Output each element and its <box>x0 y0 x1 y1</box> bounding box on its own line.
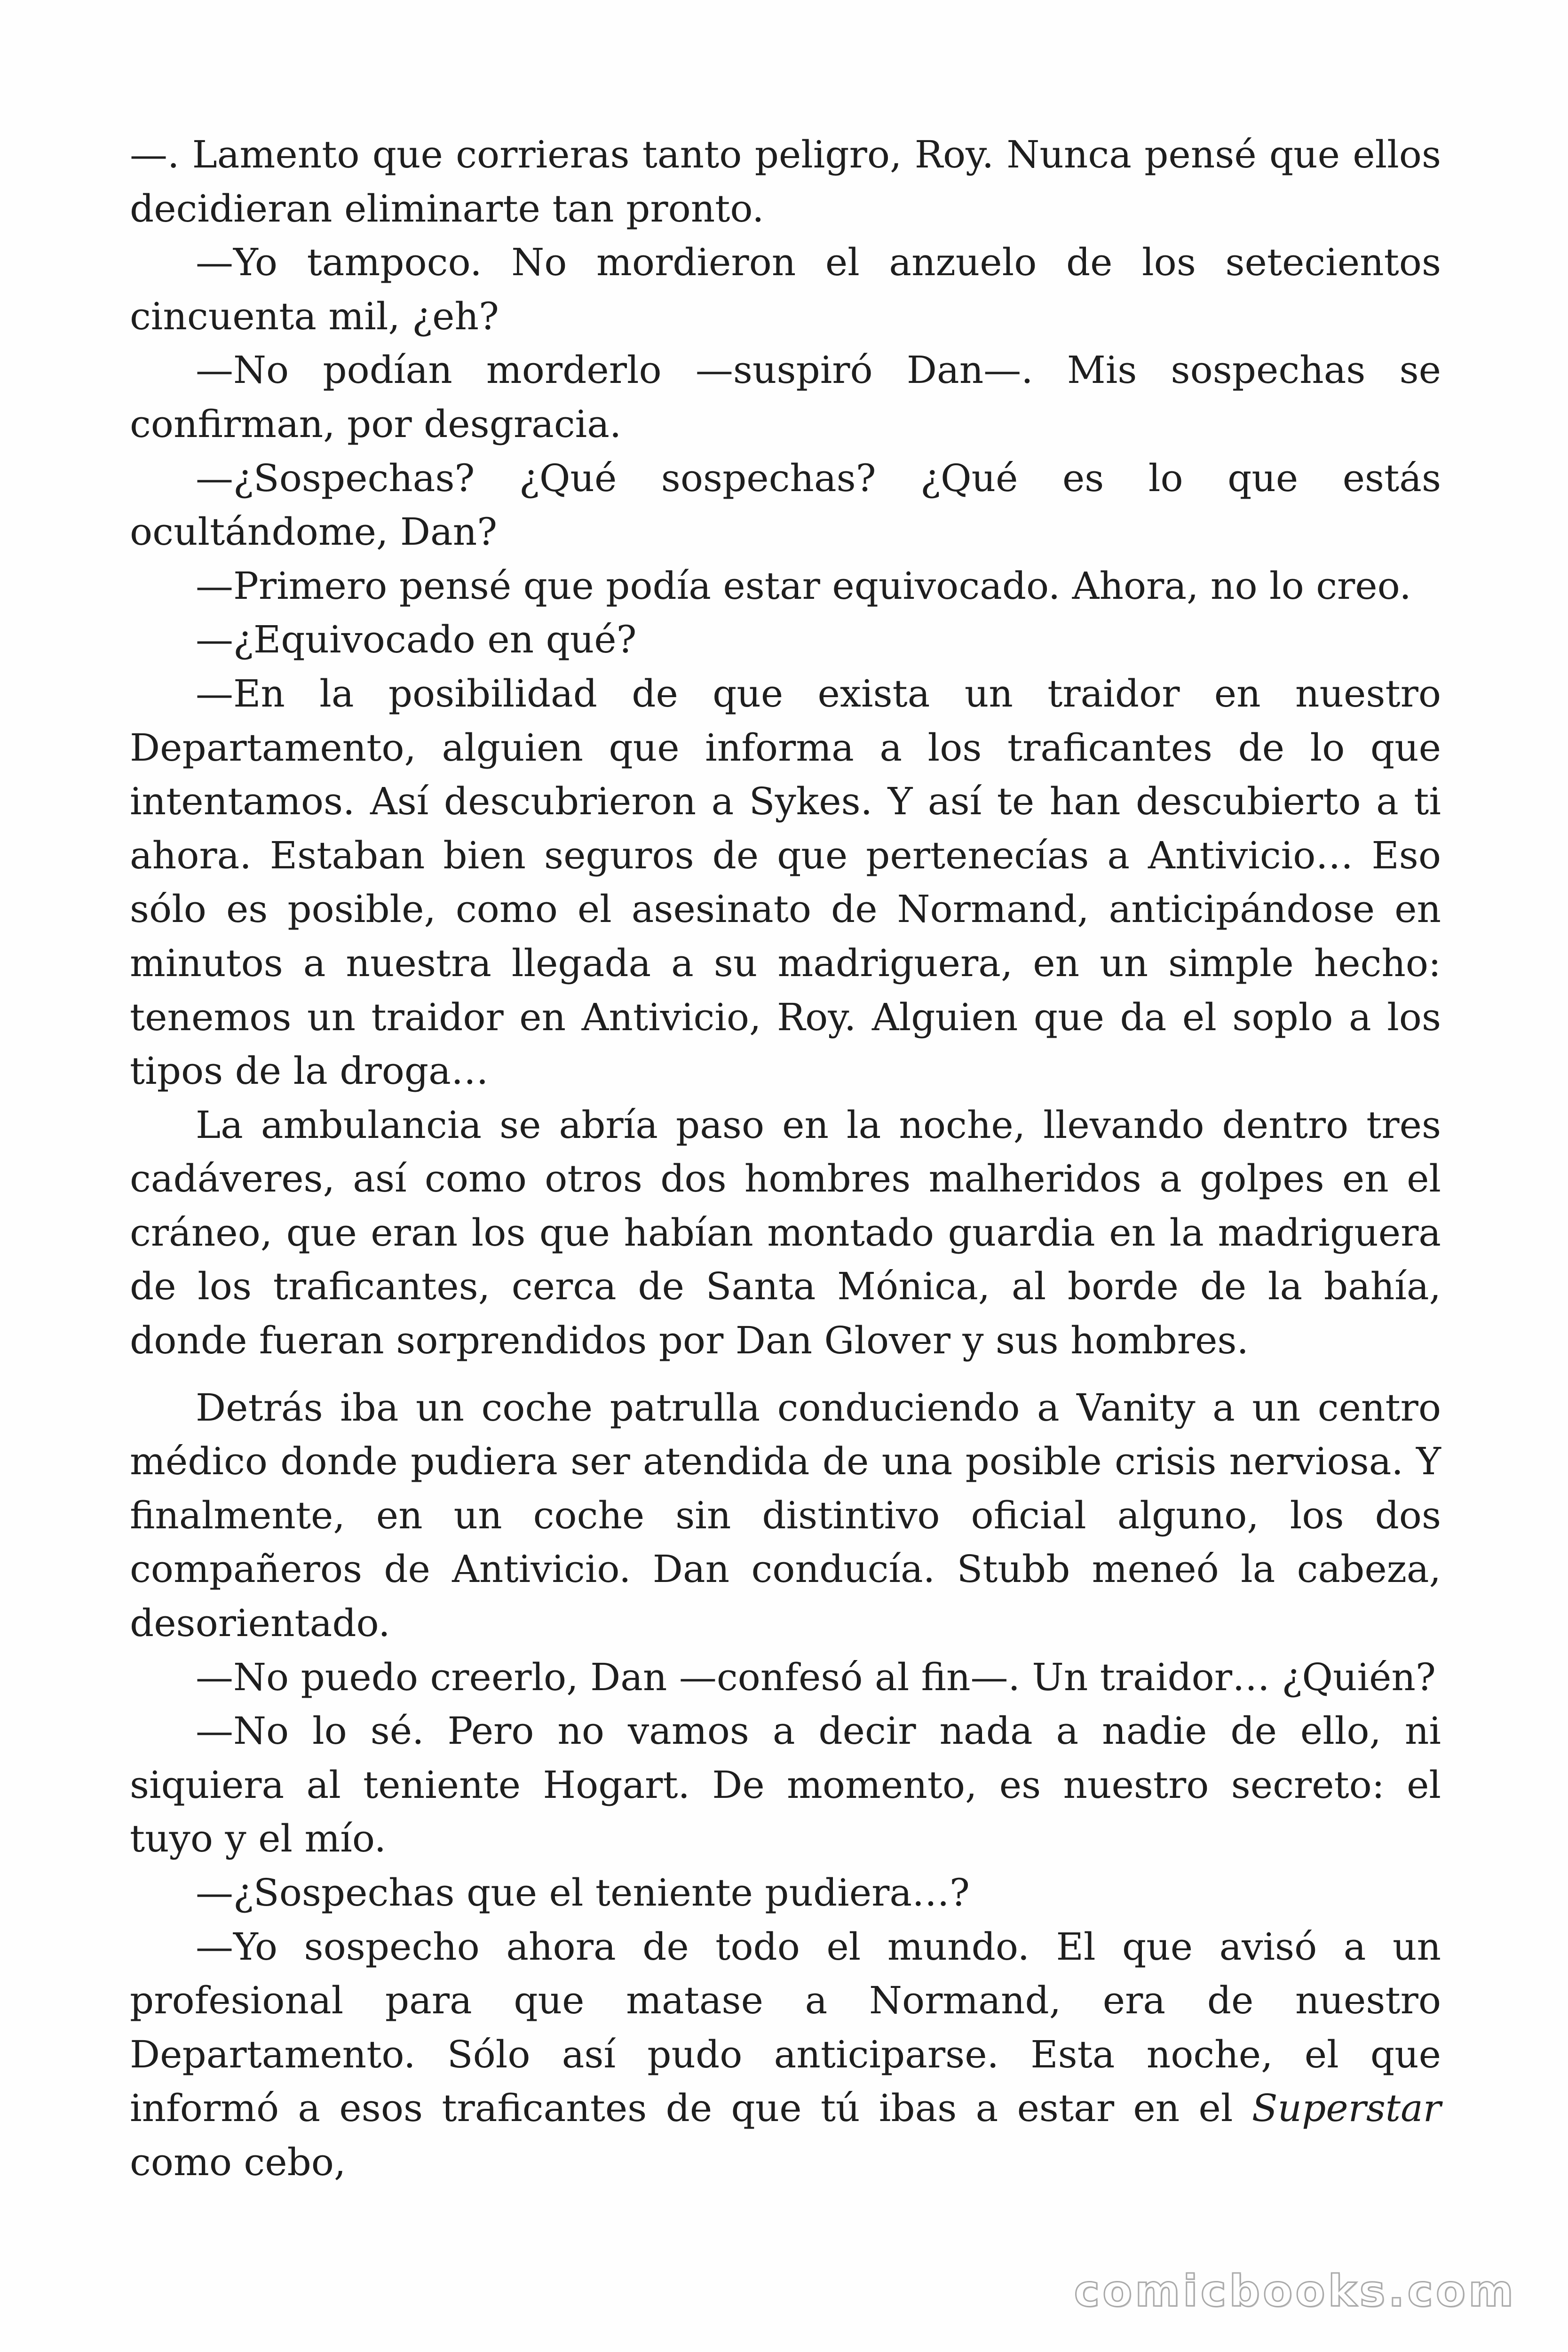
paragraph: —No podían morderlo —suspiró Dan—. Mis sospechas se confirman, por desgracia. <box>130 348 1441 446</box>
paragraph: —Primero pensé que podía estar equivocado. Ahora, no lo creo. <box>196 564 1411 608</box>
paragraph: —¿Sospechas que el teniente pudiera…? <box>196 1871 970 1915</box>
paragraph: —¿Equivocado en qué? <box>196 618 637 662</box>
page-body <box>130 128 1441 2190</box>
paragraph: Detrás iba un coche patrulla conduciendo a Vanity a un centro médico donde pudiera ser atendida de una posible crisis nerviosa. Y finalmente, en un coche sin distintivo oficial alguno, los dos compañeros de Antivicio. Dan conducía. Stubb meneó la cabeza, desorientado. <box>130 1385 1441 1645</box>
paragraph-last <box>130 1920 1441 2190</box>
paragraph: —Yo tampoco. No mordieron el anzuelo de los setecientos cincuenta mil, ¿eh? <box>130 240 1441 338</box>
paragraph: —¿Sospechas? ¿Qué sospechas? ¿Qué es lo que estás ocultándome, Dan? <box>130 456 1441 554</box>
paragraph-last-text: —Yo sospecho ahora de todo el mundo. El que avisó a un profesional para que matase a Normand, era de nuestro Departamento. Sólo así pudo anticiparse. Esta noche, el que informó a esos traficantes de que tú ibas a estar en el <box>130 1924 1441 2130</box>
watermark: comicbooks.com <box>1074 2266 1516 2316</box>
paragraph-last-tail: como cebo, <box>130 2140 346 2184</box>
paragraph: —En la posibilidad de que exista un traidor en nuestro Departamento, alguien que informa a los traficantes de lo que intentamos. Así descubrieron a Sykes. Y así te han descubierto a ti ahora. Estaban bien seguros de que pertenecías a Antivicio… Eso sólo es posible, como el asesinato de Normand, anticipándose en minutos a nuestra llegada a su madriguera, en un simple hecho: tenemos un traidor en Antivicio, Roy. Alguien que da el soplo a los tipos de la droga… <box>130 671 1441 1093</box>
paragraph: —No puedo creerlo, Dan —confesó al fin—. Un traidor… ¿Quién? <box>196 1655 1436 1699</box>
paragraph: La ambulancia se abría paso en la noche, llevando dentro tres cadáveres, así como otros dos hombres malheridos a golpes en el cráneo, que eran los que habían montado guardia en la madriguera de los traficantes, cerca de Santa Mónica, al borde de la bahía, donde fueran sorprendidos por Dan Glover y sus hombres. <box>130 1103 1441 1363</box>
ship-name-italic: Superstar <box>1251 2086 1441 2130</box>
paragraph: —. Lamento que corrieras tanto peligro, Roy. Nunca pensé que ellos decidieran eliminarte tan pronto. <box>130 133 1441 230</box>
paragraph: —No lo sé. Pero no vamos a decir nada a nadie de ello, ni siquiera al teniente Hogart. De momento, es nuestro secreto: el tuyo y el mío. <box>130 1709 1441 1861</box>
